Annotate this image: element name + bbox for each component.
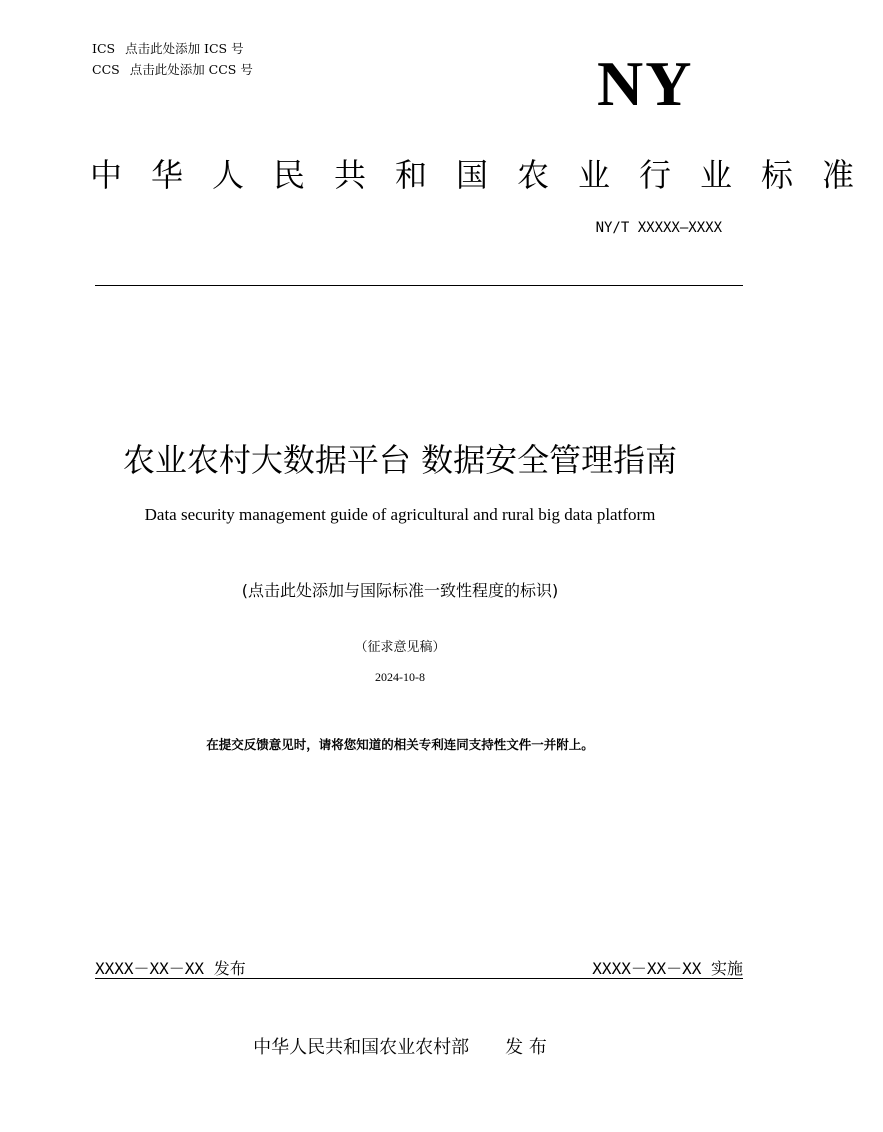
ccs-row bbox=[92, 59, 263, 80]
bottom-divider bbox=[95, 978, 743, 979]
document-date: 2024-10-8 bbox=[375, 670, 425, 684]
ccs-prefix: CCS bbox=[92, 62, 120, 77]
draft-status: （征求意见稿） bbox=[354, 640, 446, 655]
issue-date: XXXX－XX－XX 发布 bbox=[95, 959, 246, 978]
document-title-en: Data security management guide of agricultural and rural big data platform bbox=[144, 505, 656, 524]
top-divider bbox=[95, 285, 743, 286]
consistency-placeholder[interactable]: (点击此处添加与国际标准一致性程度的标识) bbox=[241, 581, 559, 600]
document-title-cn: 农业农村大数据平台 数据安全管理指南 bbox=[122, 441, 678, 479]
standard-number: NY/T XXXXX—XXXX bbox=[595, 220, 722, 236]
classification-codes bbox=[92, 38, 263, 80]
standard-category-title: 中华人民共和国农业行业标准 bbox=[90, 156, 883, 194]
ny-logo: NY bbox=[597, 48, 694, 119]
ccs-placeholder[interactable]: 点击此处添加 CCS 号 bbox=[129, 62, 253, 77]
patent-notice: 在提交反馈意见时，请将您知道的相关专利连同支持性文件一并附上。 bbox=[206, 737, 594, 752]
publish-word: 发 布 bbox=[505, 1037, 547, 1058]
publisher-name: 中华人民共和国农业农村部 bbox=[253, 1037, 470, 1058]
ics-row bbox=[92, 38, 263, 59]
publisher-line bbox=[0, 1033, 800, 1059]
ics-placeholder[interactable]: 点击此处添加 ICS 号 bbox=[125, 41, 244, 56]
implementation-date: XXXX－XX－XX 实施 bbox=[592, 959, 743, 978]
ics-prefix: ICS bbox=[92, 41, 116, 56]
